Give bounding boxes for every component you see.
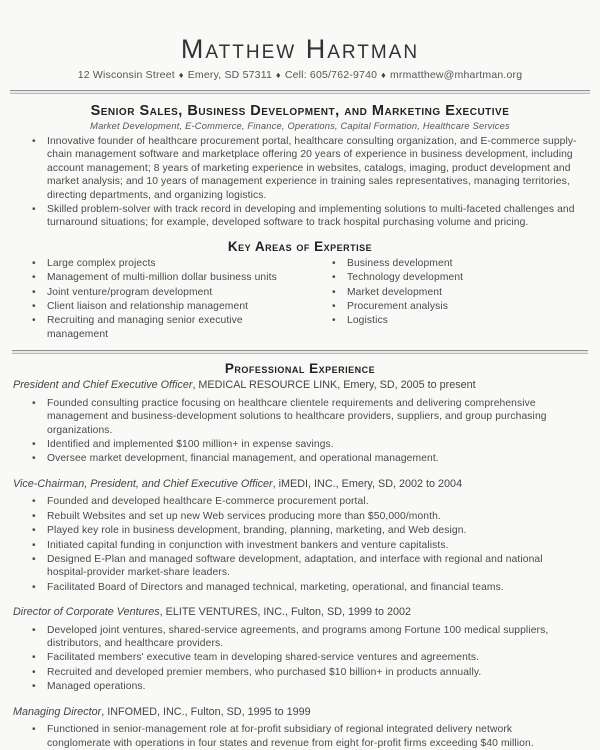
- list-item: • Identified and implemented $100 million+ in expense savings.: [0, 438, 600, 451]
- list-item: • Technology development: [300, 271, 600, 284]
- contact-phone: Cell: 605/762-9740: [284, 69, 378, 81]
- list-item: • Recruited and developed premier members, who purchased $10 billion+ in products annually.: [0, 666, 600, 679]
- job-bullets: [0, 397, 600, 466]
- list-item: • Business development: [300, 257, 600, 270]
- job-header: [0, 478, 600, 492]
- job-entry: [0, 706, 600, 750]
- job-title: Managing Director: [13, 705, 102, 718]
- job-company-dates: , iMEDI, INC., Emery, SD, 2002 to 2004: [272, 477, 463, 490]
- expertise-columns: [0, 257, 600, 342]
- summary-title: Senior Sales, Business Development, and Marketing Executive: [90, 103, 510, 119]
- contact-email: mrmatthew@mhartman.org: [389, 69, 523, 81]
- expertise-right-column: [300, 257, 600, 342]
- expertise-section: [0, 239, 600, 342]
- experience-title: Professional Experience: [224, 361, 376, 377]
- contact-line: [0, 69, 600, 81]
- job-entry: [0, 379, 600, 466]
- list-item: • Large complex projects: [0, 257, 300, 270]
- list-item: • Facilitated members' executive team in developing shared-service ventures and agreements.: [0, 651, 600, 664]
- list-item: • Played key role in business development, branding, planning, marketing, and Web design.: [0, 524, 600, 537]
- job-company-dates: , ELITE VENTURES, INC., Fulton, SD, 1999 to 2002: [159, 606, 412, 619]
- list-item: • Designed E-Plan and managed software development, adaptation, and interface with regional and national hospital-provider market-share leaders.: [0, 553, 600, 580]
- job-header: [0, 379, 600, 393]
- list-item: • Joint venture/program development: [0, 286, 300, 299]
- diamond-icon: ♦: [276, 70, 281, 80]
- job-company-dates: , MEDICAL RESOURCE LINK, Emery, SD, 2005 to present: [192, 379, 476, 392]
- list-item: • Innovative founder of healthcare procurement portal, healthcare consulting organization, and E-commerce supply-chain management software and marketplace offering 20 years of experience in business development, including account management; 8 years of marketing experience in websites, catalogs, imaging, product development and market analysis; and 10 years of management experience in training sales representatives, managing territories, directing departments, and organizing logistics.: [0, 135, 600, 202]
- list-item: • Initiated capital funding in conjunction with investment bankers and venture capitalists.: [0, 539, 600, 552]
- list-item: • Founded and developed healthcare E-commerce procurement portal.: [0, 495, 600, 508]
- list-item: • Developed joint ventures, shared-service agreements, and programs among Fortune 100 medical suppliers, distributors, and healthcare providers.: [0, 624, 600, 651]
- candidate-name: Matthew Hartman: [180, 34, 420, 64]
- header: [0, 0, 600, 81]
- list-item: • Functioned in senior-management role at for-profit subsidiary of regional integrated delivery network conglomerate with operations in four states and revenue from eight for-profit firms exceeding $40 million.: [0, 723, 600, 750]
- summary-bullets: [0, 135, 600, 230]
- contact-city: Emery, SD 57311: [187, 69, 273, 81]
- summary-section: [0, 103, 600, 230]
- list-item: • Managed operations.: [0, 680, 600, 693]
- list-item: • Rebuilt Websites and set up new Web services producing more than $50,000/month.: [0, 510, 600, 523]
- diamond-icon: ♦: [178, 70, 184, 80]
- summary-subtitle: Market Development, E-Commerce, Finance, Operations, Capital Formation, Healthcare Services: [90, 121, 510, 131]
- expertise-left-column: [0, 257, 300, 342]
- list-item: • Recruiting and managing senior executive management: [0, 314, 300, 341]
- list-item: • Client liaison and relationship management: [0, 300, 300, 313]
- job-bullets: [0, 624, 600, 694]
- job-header: [0, 606, 600, 620]
- expertise-title: Key Areas of Expertise: [227, 238, 373, 254]
- job-bullets: [0, 723, 600, 750]
- experience-section: [0, 361, 600, 750]
- job-entry: [0, 478, 600, 594]
- list-item: • Logistics: [300, 314, 600, 327]
- list-item: • Procurement analysis: [300, 300, 600, 313]
- list-item: • Founded consulting practice focusing on healthcare clientele requirements and delivering comprehensive management and business-development solutions to healthcare providers, suppliers, and group purchasing organizations.: [0, 397, 600, 437]
- list-item: • Skilled problem-solver with track record in developing and implementing solutions to multi-faceted challenges and turnaround situations; for example, developed software to track hospital purchasing volume and pricing.: [0, 203, 600, 230]
- diamond-icon: ♦: [381, 70, 386, 80]
- job-bullets: [0, 495, 600, 594]
- list-item: • Facilitated Board of Directors and managed technical, marketing, operational, and financial teams.: [0, 581, 600, 594]
- horizontal-rule: [12, 350, 588, 354]
- list-item: • Management of multi-million dollar business units: [0, 271, 300, 284]
- job-title: Director of Corporate Ventures: [13, 606, 160, 619]
- contact-address: 12 Wisconsin Street: [77, 69, 175, 81]
- list-item: • Market development: [300, 286, 600, 299]
- list-item: • Oversee market development, financial management, and operational management.: [0, 452, 600, 465]
- job-title: Vice-Chairman, President, and Chief Executive Officer: [13, 477, 273, 490]
- job-header: [0, 706, 600, 720]
- job-company-dates: , INFOMED, INC., Fulton, SD, 1995 to 1999: [101, 705, 311, 718]
- job-entry: [0, 606, 600, 694]
- job-title: President and Chief Executive Officer: [13, 379, 193, 392]
- horizontal-rule: [10, 90, 590, 94]
